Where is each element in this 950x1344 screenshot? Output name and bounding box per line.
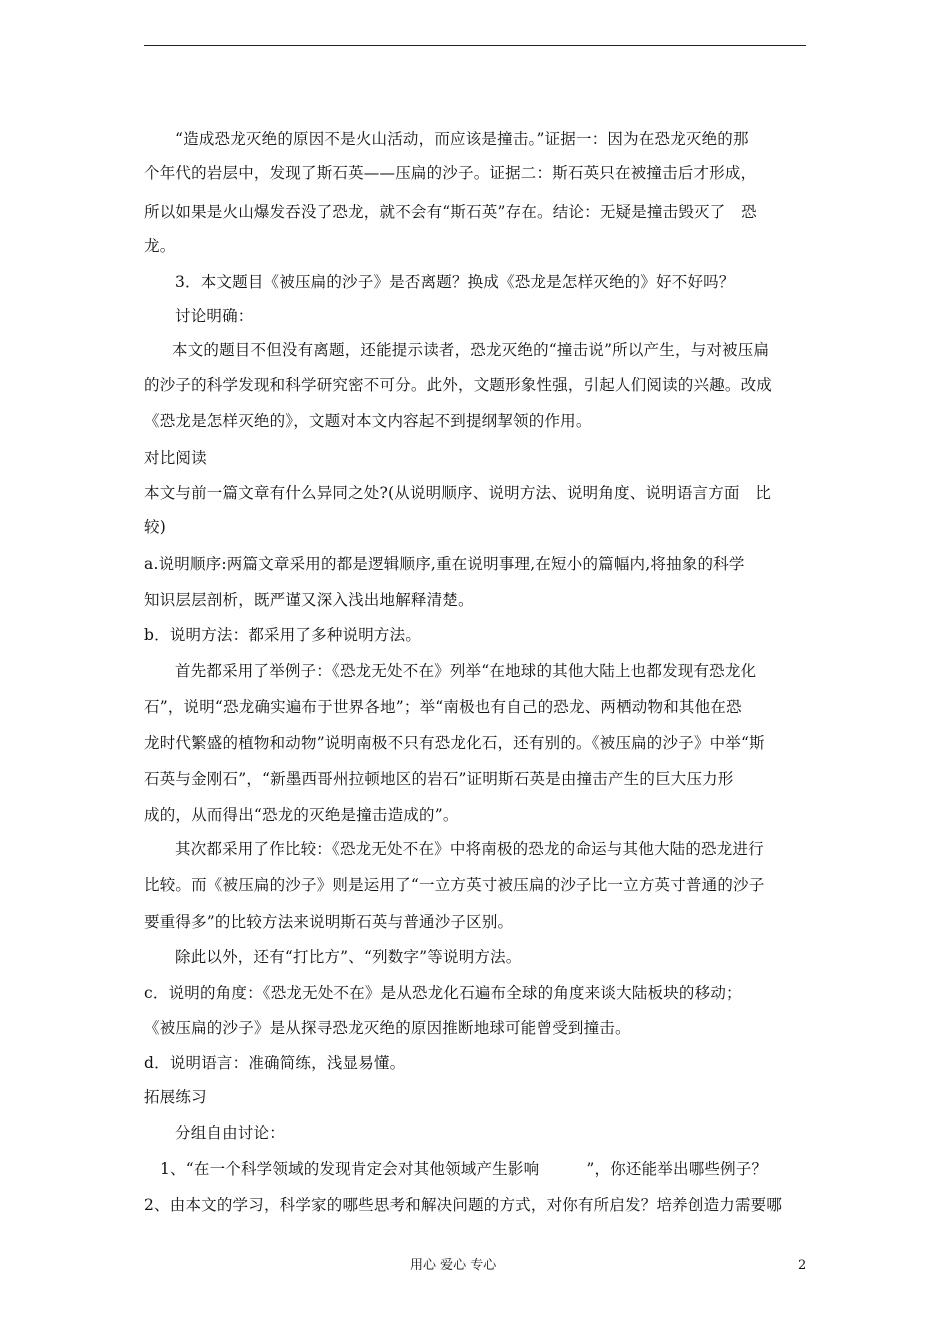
text-line: 比较。而《被压扁的沙子》则是运用了“一立方英寸被压扁的沙子比一立方英寸普通的沙子 bbox=[144, 876, 765, 894]
text-line: 除此以外，还有“打比方”、“列数字”等说明方法。 bbox=[175, 948, 522, 966]
text-line: c．说明的角度：《恐龙无处不在》是从恐龙化石遍布全球的角度来谈大陆板块的移动； bbox=[144, 984, 742, 1002]
text-line: 分组自由讨论： bbox=[175, 1124, 285, 1142]
text-line: 本文与前一篇文章有什么异同之处?(从说明顺序、说明方法、说明角度、说明语言方面 比 bbox=[144, 484, 772, 502]
text-line: b．说明方法：都采用了多种说明方法。 bbox=[144, 626, 422, 644]
footer-text: 用心 爱心 专心 bbox=[410, 1258, 497, 1273]
text-line: 其次都采用了作比较：《恐龙无处不在》中将南极的恐龙的命运与其他大陆的恐龙进行 bbox=[175, 840, 764, 858]
text-line: 知识层层剖析，既严谨又深入浅出地解释清楚。 bbox=[144, 591, 474, 609]
text-line: 本文的题目不但没有离题，还能提示读者，恐龙灭绝的“撞击说”所以产生，与对被压扁 bbox=[172, 341, 770, 359]
text-line: “造成恐龙灭绝的原因不是火山活动，而应该是撞击。”证据一：因为在恐龙灭绝的那 bbox=[175, 130, 749, 148]
text-line: 龙。 bbox=[144, 237, 176, 255]
text-line: 石英与金刚石”，“新墨西哥州拉顿地区的岩石”证明斯石英是由撞击产生的巨大压力形 bbox=[144, 770, 734, 788]
text-line: 个年代的岩层中，发现了斯石英——压扁的沙子。证据二：斯石英只在被撞击后才形成， bbox=[144, 164, 757, 182]
text-line: 讨论明确： bbox=[175, 307, 254, 325]
header-rule bbox=[144, 45, 806, 46]
text-line: 《被压扁的沙子》是从探寻恐龙灭绝的原因推断地球可能曾受到撞击。 bbox=[144, 1019, 631, 1037]
text-line: 较) bbox=[144, 518, 166, 536]
text-line: 石”，说明“恐龙确实遍布于世界各地”；举“南极也有自己的恐龙、两栖动物和其他在恐 bbox=[144, 698, 742, 716]
text-line: 《恐龙是怎样灭绝的》，文题对本文内容起不到提纲挈领的作用。 bbox=[144, 412, 592, 430]
text-line: 3．本文题目《被压扁的沙子》是否离题？换成《恐龙是怎样灭绝的》好不好吗？ bbox=[175, 273, 735, 291]
text-line: 龙时代繁盛的植物和动物”说明南极不只有恐龙化石，还有别的。《被压扁的沙子》中举“斯 bbox=[144, 734, 765, 752]
text-line: 要重得多”的比较方法来说明斯石英与普通沙子区别。 bbox=[144, 913, 514, 931]
page-footer bbox=[0, 1256, 950, 1276]
text-line: 所以如果是火山爆发吞没了恐龙，就不会有“斯石英”存在。结论：无疑是撞击毁灭了 恐 bbox=[144, 203, 757, 221]
text-line: 2、由本文的学习，科学家的哪些思考和解决问题的方式，对你有所启发？培养创造力需要哪 bbox=[144, 1196, 783, 1214]
text-line: 首先都采用了举例子：《恐龙无处不在》列举“在地球的其他大陆上也都发现有恐龙化 bbox=[175, 662, 757, 680]
text-line: a.说明顺序:两篇文章采用的都是逻辑顺序,重在说明事理,在短小的篇幅内,将抽象的科学 bbox=[144, 555, 745, 573]
page-number: 2 bbox=[798, 1258, 807, 1273]
text-line: 的沙子的科学发现和科学研究密不可分。此外，文题形象性强，引起人们阅读的兴趣。改成 bbox=[144, 376, 773, 394]
text-line: 成的，从而得出“恐龙的灭绝是撞击造成的”。 bbox=[144, 806, 459, 824]
text-line: d．说明语言：准确简练，浅显易懂。 bbox=[144, 1054, 406, 1072]
section-heading: 对比阅读 bbox=[144, 449, 207, 467]
text-line: 1、“在一个科学领域的发现肯定会对其他领域产生影响 ”，你还能举出哪些例子？ bbox=[160, 1160, 768, 1178]
section-heading: 拓展练习 bbox=[144, 1088, 207, 1106]
